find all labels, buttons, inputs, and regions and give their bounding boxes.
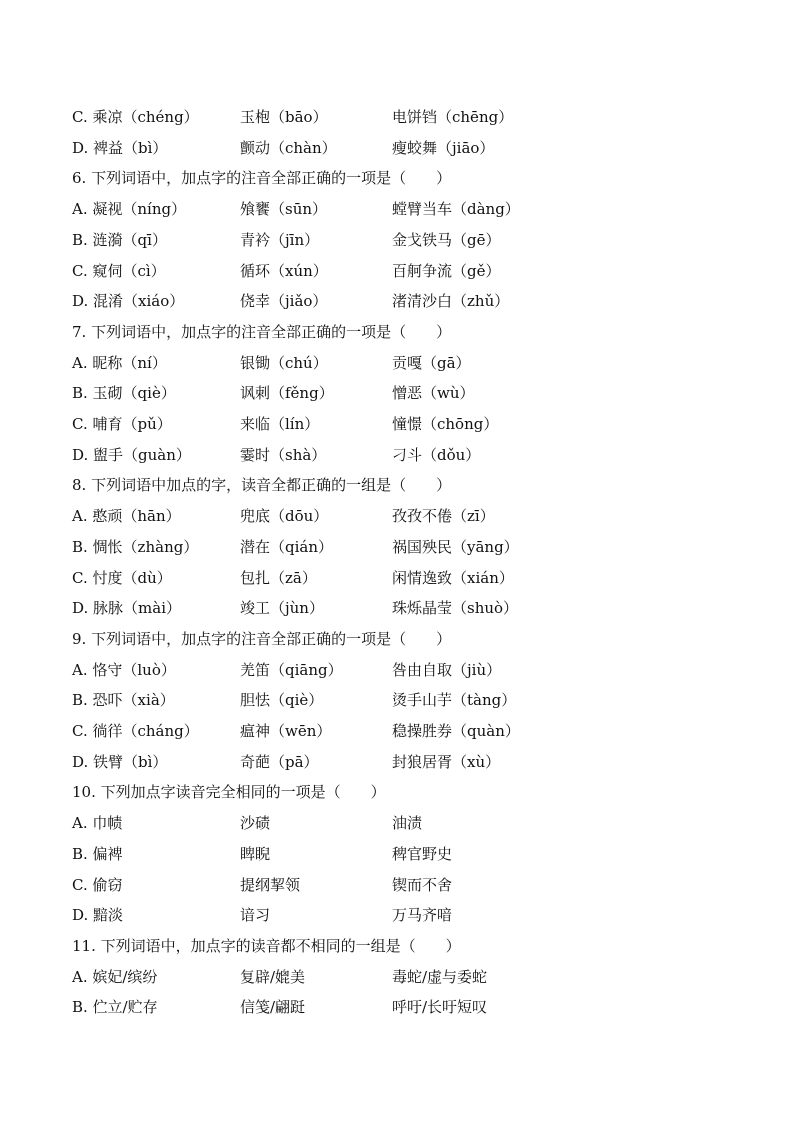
option-cell: 祸国殃民（yāng） xyxy=(392,537,519,556)
question-text: 10. 下列加点字读音完全相同的一项是（ ） xyxy=(72,783,386,802)
option-cell: C. 忖度（dù） xyxy=(72,568,172,587)
answer-option-row xyxy=(0,720,794,742)
option-cell: 颤动（chàn） xyxy=(240,138,337,157)
option-cell: C. 徜徉（cháng） xyxy=(72,722,199,740)
option-cell: 玉枹（bāo） xyxy=(240,108,328,126)
answer-option-row xyxy=(0,904,794,926)
option-cell: 谙习 xyxy=(240,906,271,925)
option-cell: 电饼铛（chēng） xyxy=(392,108,514,126)
option-cell: A. 凝视（níng） xyxy=(72,200,187,219)
option-cell: C. 乘凉（chéng） xyxy=(72,108,199,126)
question-stem xyxy=(0,321,794,343)
question-stem xyxy=(0,474,794,496)
answer-option-row xyxy=(0,106,794,128)
option-cell: 青衿（jīn） xyxy=(240,230,320,249)
option-cell: D. 裨益（bì） xyxy=(72,138,168,157)
option-cell: C. 偷窃 xyxy=(72,875,123,894)
option-cell: 憎恶（wù） xyxy=(392,384,475,403)
option-cell: 瘦蛟舞（jiāo） xyxy=(392,138,495,157)
answer-option-row xyxy=(0,536,794,558)
option-cell: D. 盥手（guàn） xyxy=(72,445,191,464)
option-cell: A. 巾帻 xyxy=(72,814,123,833)
option-cell: 胆怯（qiè） xyxy=(240,691,324,710)
option-cell: 珠烁晶莹（shuò） xyxy=(392,599,519,618)
option-cell: A. 嫔妃/缤纷 xyxy=(72,967,158,986)
option-cell: 飧饔（sūn） xyxy=(240,200,328,219)
option-cell: B. 惆怅（zhàng） xyxy=(72,537,199,556)
answer-option-row xyxy=(0,229,794,251)
option-cell: D. 混淆（xiáo） xyxy=(72,292,185,311)
question-stem xyxy=(0,167,794,189)
question-stem xyxy=(0,628,794,650)
option-cell: D. 脉脉（mài） xyxy=(72,599,181,618)
option-cell: 渚清沙白（zhǔ） xyxy=(392,292,510,311)
option-cell: 瘟神（wēn） xyxy=(240,722,332,740)
option-cell: 霎时（shà） xyxy=(240,445,327,464)
option-cell: A. 恪守（luò） xyxy=(72,660,176,679)
option-cell: 贡嘎（gā） xyxy=(392,353,471,372)
option-cell: 睥睨 xyxy=(240,844,271,863)
answer-option-row xyxy=(0,198,794,220)
answer-option-row xyxy=(0,843,794,865)
option-cell: B. 玉砌（qiè） xyxy=(72,384,176,403)
option-cell: A. 昵称（ní） xyxy=(72,353,167,372)
option-cell: 万马齐喑 xyxy=(392,906,453,925)
option-cell: 咎由自取（jiù） xyxy=(392,660,502,679)
option-cell: 信笺/翩跹 xyxy=(240,998,306,1017)
option-cell: C. 哺育（pǔ） xyxy=(72,415,172,433)
option-cell: 侥幸（jiǎo） xyxy=(240,292,328,311)
option-cell: 提纲挈领 xyxy=(240,875,301,894)
answer-option-row xyxy=(0,874,794,896)
option-cell: 毒蛇/虚与委蛇 xyxy=(392,967,488,986)
question-stem xyxy=(0,781,794,803)
option-cell: B. 伫立/贮存 xyxy=(72,998,158,1017)
option-cell: B. 偏裨 xyxy=(72,844,123,863)
option-cell: 奇葩（pā） xyxy=(240,752,319,771)
option-cell: 螳臂当车（dàng） xyxy=(392,200,520,219)
option-cell: 封狼居胥（xù） xyxy=(392,752,501,771)
option-cell: 讽刺（fěng） xyxy=(240,384,334,403)
answer-option-row xyxy=(0,352,794,374)
option-cell: C. 窥伺（cì） xyxy=(72,261,166,280)
answer-option-row xyxy=(0,751,794,773)
option-cell: 闲情逸致（xián） xyxy=(392,568,514,587)
question-text: 9. 下列词语中，加点字的注音全部正确的一项是（ ） xyxy=(72,629,452,648)
option-cell: A. 憨顽（hān） xyxy=(72,507,181,526)
option-cell: 潜在（qián） xyxy=(240,537,334,556)
question-text: 8. 下列词语中加点的字，读音全都正确的一组是（ ） xyxy=(72,476,452,495)
answer-option-row xyxy=(0,996,794,1018)
answer-option-row xyxy=(0,290,794,312)
option-cell: 稗官野史 xyxy=(392,844,453,863)
answer-option-row xyxy=(0,137,794,159)
answer-option-row xyxy=(0,260,794,282)
answer-option-row xyxy=(0,382,794,404)
option-cell: 循环（xún） xyxy=(240,261,328,280)
option-cell: 稳操胜券（quàn） xyxy=(392,722,520,740)
option-cell: 羌笛（qiāng） xyxy=(240,660,343,679)
option-cell: 锲而不舍 xyxy=(392,875,453,894)
answer-option-row xyxy=(0,966,794,988)
option-cell: 沙碛 xyxy=(240,814,271,833)
question-stem xyxy=(0,935,794,957)
option-cell: 百舸争流（gě） xyxy=(392,261,501,280)
option-cell: 金戈铁马（gē） xyxy=(392,230,501,249)
option-cell: 憧憬（chōng） xyxy=(392,415,499,433)
question-text: 7. 下列词语中，加点字的注音全部正确的一项是（ ） xyxy=(72,322,452,341)
option-cell: D. 黯淡 xyxy=(72,906,124,925)
option-cell: D. 铁臂（bì） xyxy=(72,752,168,771)
question-text: 6. 下列词语中，加点字的注音全部正确的一项是（ ） xyxy=(72,169,452,188)
answer-option-row xyxy=(0,505,794,527)
answer-option-row xyxy=(0,597,794,619)
option-cell: 孜孜不倦（zī） xyxy=(392,507,495,526)
option-cell: B. 恐吓（xià） xyxy=(72,691,175,710)
option-cell: 银锄（chú） xyxy=(240,353,328,372)
answer-option-row xyxy=(0,413,794,435)
answer-option-row xyxy=(0,812,794,834)
answer-option-row xyxy=(0,689,794,711)
option-cell: 烫手山芋（tàng） xyxy=(392,691,517,710)
option-cell: 来临（lín） xyxy=(240,415,320,433)
question-text: 11. 下列词语中，加点字的读音都不相同的一组是（ ） xyxy=(72,936,461,955)
option-cell: 复辟/媲美 xyxy=(240,967,306,986)
option-cell: 包扎（zā） xyxy=(240,568,317,587)
option-cell: 油渍 xyxy=(392,814,423,833)
answer-option-row xyxy=(0,659,794,681)
option-cell: 竣工（jùn） xyxy=(240,599,324,618)
answer-option-row xyxy=(0,444,794,466)
answer-option-row xyxy=(0,567,794,589)
option-cell: 兜底（dōu） xyxy=(240,507,329,526)
option-cell: 呼吁/长吁短叹 xyxy=(392,998,488,1017)
option-cell: B. 涟漪（qī） xyxy=(72,230,167,249)
option-cell: 刁斗（dǒu） xyxy=(392,445,481,464)
